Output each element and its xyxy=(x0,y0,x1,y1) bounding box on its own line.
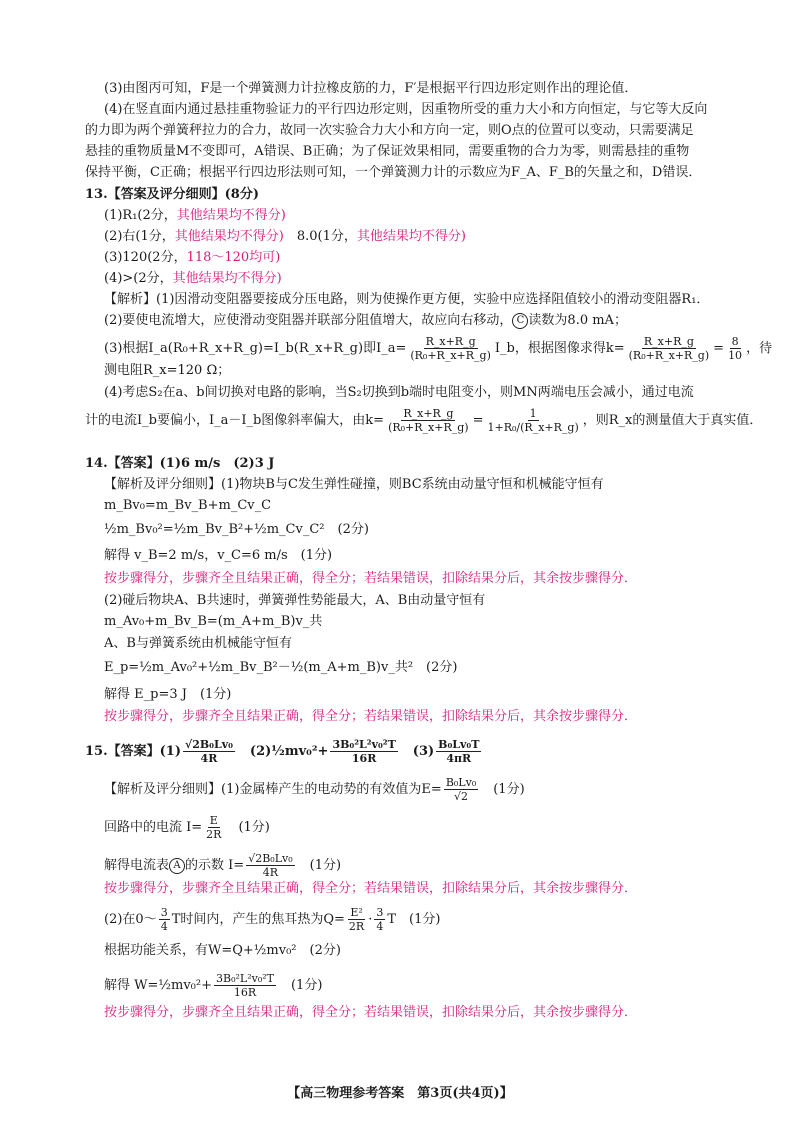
q13-analysis-2 xyxy=(104,312,627,330)
q15-line-6: 解得 W=½mv₀²+ $\frac{\text{3B₀²L²v₀²T}}{16R}$ (1分) xyxy=(104,972,323,999)
q15-current-frac: $\frac{E}{2R}$ xyxy=(206,814,222,841)
q13-analysis-4: (4)考虑S₂在a、b间切换对电路的影响，当S₂切换到b端时电阻变小，则MN两端电压会减小，通过电流 xyxy=(104,385,694,400)
q14-line-5: (2)碰后物块A、B共速时，弹簧弹性势能最大，A、B由动量守恒有 xyxy=(104,593,486,608)
q13-a4-note: 其他结果均不得分) xyxy=(172,271,282,286)
q15-heading: 15.【答案】(1) $\frac{\text{√2B₀Lv₀}}{4R}$ (2)½mv₀²+ $\frac{\text{3B₀²L²v₀²T}}{16R}$ (3) $\frac{\text{B₀Lv₀T}}{4\pi R}$ xyxy=(85,738,480,765)
q15-time-frac2: $\frac{3}{4}$ xyxy=(376,906,384,933)
q14-line-2: m_Bv₀=m_Bv_B+m_Cv_C xyxy=(104,498,272,513)
q13-answer-4 xyxy=(104,270,282,288)
q15-emf-frac: $\frac{\text{B₀Lv₀}}{√2}$ xyxy=(445,776,477,803)
ammeter-a-icon: A xyxy=(169,858,185,874)
q15-scoring-note-1: 按步骤得分，步骤齐全且结果正确，得全分；若结果错误，扣除结果分后，其余按步骤得分． xyxy=(104,881,638,896)
q13-analysis-1: 【解析】(1)因滑动变阻器要接成分压电路，则为使操作更方便，实验中应选择阻值较小的滑动变阻器R₁． xyxy=(104,292,710,307)
q13-a3-note: 118～120均可) xyxy=(186,250,281,265)
q13-j3-text: (3)根据I_a(R₀+R_x+R_g)=I_b(R_x+R_g)即I_a= xyxy=(104,341,407,356)
q13-analysis-4b: 计的电流I_b要偏小，I_a－I_b图像斜率偏大，由k= $\frac{R\_x+R\_g}{\text{(R₀+R\_x+R\_g)}}$ = $\frac{1}{\text{1+R₀/(R\_x+R\_g)}}$ ，则R_x的测量值大于真实值． xyxy=(85,407,763,434)
q12-part4-line4: 保持平衡，C正确；根据平行四边形法则可知，一个弹簧测力计的示数应为F_A、F_B的矢量之和，D错误． xyxy=(85,165,702,180)
q14-line-9: 解得 E_p=3 J (1分) xyxy=(104,687,232,702)
q13-j4-text: 计的电流I_b要偏小，I_a－I_b图像斜率偏大，由k= xyxy=(85,413,385,428)
ammeter-c-icon: C xyxy=(512,313,528,329)
q13-analysis-3: (3)根据I_a(R₀+R_x+R_g)=I_b(R_x+R_g)即I_a= $\frac{R\_x+R\_g}{\text{(R₀+R\_x+R\_g)}}$ I_b，根据图像求得k= $\frac{R\_x+R\_g}{\text{(R₀+R\_x+R\_g)}}$ = $\frac{8}{10}$ ，待 xyxy=(104,335,773,362)
q13-answer-3 xyxy=(104,249,280,267)
q14-line-3: ½m_Bv₀²=½m_Bv_B²+½m_Cv_C² (2分) xyxy=(104,522,369,537)
q13-a3-text: (3)120(2分， xyxy=(104,250,187,265)
q15-time-frac: $\frac{3}{4}$ xyxy=(160,906,168,933)
q14-scoring-note-1: 按步骤得分，步骤齐全且结果正确，得全分；若结果错误，扣除结果分后，其余按步骤得分． xyxy=(104,571,638,586)
q13-j3-text2: I_b，根据图像求得k= xyxy=(494,341,625,356)
q14-heading: 14.【答案】(1)6 m/s (2)3 J xyxy=(85,456,275,471)
q12-part4-line3: 悬挂的重物质量M不变即可，A错误、B正确；为了保证效果相同，需要重物的合力为零，则需悬挂的重物 xyxy=(85,144,690,159)
q15-line-4: (2)在0～ $\frac{3}{4}$ T时间内，产生的焦耳热为Q= $\frac{\text{E²}}{2R}$ · $\frac{3}{4}$ T (1分) xyxy=(104,906,441,933)
q13-j4-frac1: $\frac{R\_x+R\_g}{\text{(R₀+R\_x+R\_g)}}$ xyxy=(388,407,469,434)
q14-line-6: m_Av₀+m_Bv_B=(m_A+m_B)v_共 xyxy=(104,614,323,629)
q13-j2-text: (2)要使电流增大，应使滑动变阻器并联部分阻值增大，故应向右移动， xyxy=(104,313,513,328)
q13-a2-text: (2)右(1分， xyxy=(104,229,175,244)
q13-a4-text: (4)>(2分， xyxy=(104,271,173,286)
q15-heat-frac: $\frac{\text{E²}}{2R}$ xyxy=(348,906,365,933)
q13-answer-2 xyxy=(104,228,466,246)
q15-ans3-frac: $\frac{\text{B₀Lv₀T}}{4\pi R}$ xyxy=(438,738,480,765)
q13-j4-frac2: $\frac{1}{\text{1+R₀/(R\_x+R\_g)}}$ xyxy=(487,407,579,434)
q13-a2b-note: 其他结果均不得分) xyxy=(356,229,466,244)
q12-part4-line1: (4)在竖直面内通过悬挂重物验证力的平行四边形定则，因重物所受的重力大小和方向恒定，与它等大反向 xyxy=(104,102,708,117)
q14-scoring-note-2: 按步骤得分，步骤齐全且结果正确，得全分；若结果错误，扣除结果分后，其余按步骤得分． xyxy=(104,709,638,724)
q14-line-4: 解得 v_B=2 m/s，v_C=6 m/s (1分) xyxy=(104,548,333,563)
q13-analysis-3b: 测电阻R_x=120 Ω； xyxy=(104,363,231,378)
q13-j3-frac3: $\frac{8}{10}$ xyxy=(728,335,743,362)
q13-j3-frac1: $\frac{R\_x+R\_g}{\text{(R₀+R\_x+R\_g)}}$ xyxy=(410,335,491,362)
q15-line-3: 解得电流表 A 的示数 I= $\frac{\text{√2B₀Lv₀}}{4R}$ (1分) xyxy=(104,852,342,879)
q13-j2-reading: 读数为8.0 mA； xyxy=(528,313,627,328)
q14-line-8: E_p=½m_Av₀²+½m_Bv_B²－½(m_A+m_B)v_共² (2分) xyxy=(104,660,458,675)
q15-line-2: 回路中的电流 I= $\frac{E}{2R}$ (1分) xyxy=(104,814,270,841)
q15-ans2-frac: $\frac{\text{3B₀²L²v₀²T}}{16R}$ xyxy=(332,738,396,765)
q15-line-5: 根据功能关系，有W=Q+½mv₀² (2分) xyxy=(104,943,341,958)
q13-j3-frac2: $\frac{R\_x+R\_g}{\text{(R₀+R\_x+R\_g)}}$ xyxy=(628,335,710,362)
q15-ans1-frac: $\frac{\text{√2B₀Lv₀}}{4R}$ xyxy=(184,738,233,765)
q13-a2b-text: 8.0(1分， xyxy=(296,229,357,244)
q12-part3: (3)由图丙可知，F是一个弹簧测力计拉橡皮筋的力，F′是根据平行四边形定则作出的理论值． xyxy=(104,81,638,96)
q14-line-7: A、B与弹簧系统由机械能守恒有 xyxy=(104,636,292,651)
q13-answer-1 xyxy=(104,207,286,225)
q15-line-1: 【解析及评分细则】(1)金属棒产生的电动势的有效值为E= $\frac{\text{B₀Lv₀}}{√2}$ (1分) xyxy=(104,776,525,803)
q13-j4-conclusion: ，则R_x的测量值大于真实值． xyxy=(582,413,763,428)
q13-a1-note: 其他结果均不得分) xyxy=(176,208,286,223)
q13-heading: 13.【答案及评分细则】(8分) xyxy=(85,187,259,202)
page-footer: 【高三物理参考答案 第3页(共4页)】 xyxy=(287,1086,513,1101)
q13-a1-text: (1)R₁(2分， xyxy=(104,208,177,223)
q12-part4-line2: 的力即为两个弹簧秤拉力的合力，故同一次实验合力大小和方向一定，则O点的位置可以变动，只需要满足 xyxy=(85,123,694,138)
q13-a2-note: 其他结果均不得分) xyxy=(174,229,284,244)
q15-work-frac: $\frac{\text{3B₀²L²v₀²T}}{16R}$ xyxy=(215,972,274,999)
q15-scoring-note-2: 按步骤得分，步骤齐全且结果正确，得全分；若结果错误，扣除结果分后，其余按步骤得分． xyxy=(104,1005,638,1020)
q15-reading-frac: $\frac{\text{√2B₀Lv₀}}{4R}$ xyxy=(248,852,293,879)
q14-line-1: 【解析及评分细则】(1)物块B与C发生弹性碰撞，则BC系统由动量守恒和机械能守恒有 xyxy=(104,477,604,492)
